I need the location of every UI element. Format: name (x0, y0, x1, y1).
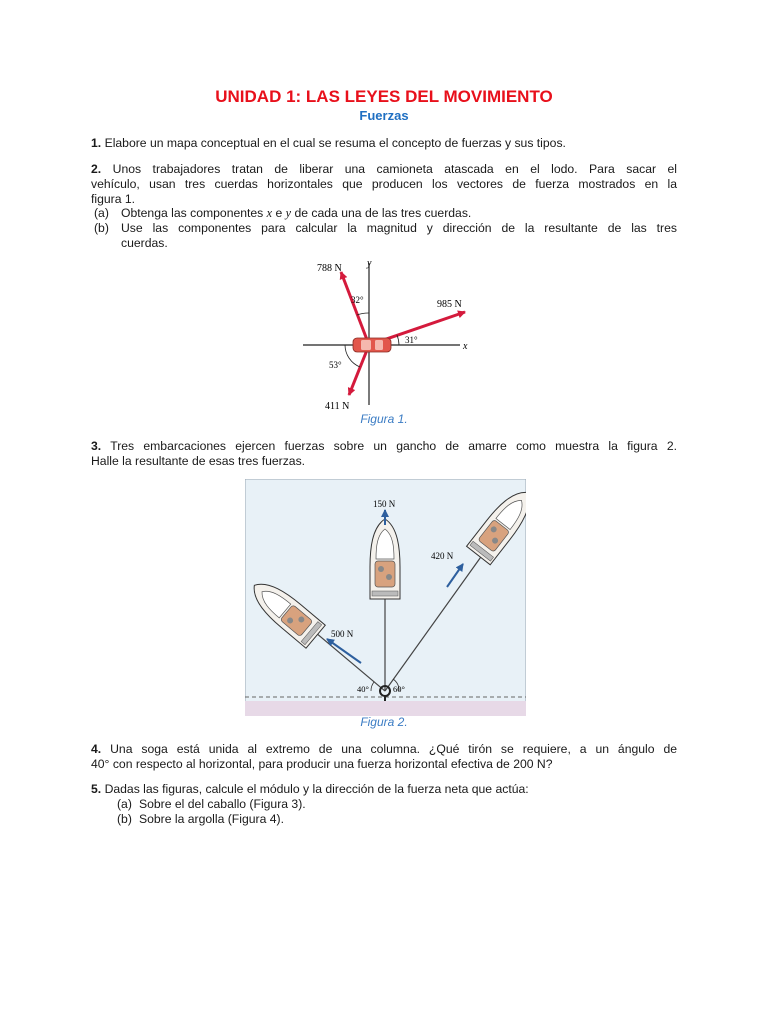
question-1-number: 1. (91, 136, 102, 150)
vector-788n (341, 272, 369, 345)
question-2-line-3: figura 1. (91, 192, 136, 206)
variable-y: y (285, 206, 292, 220)
question-2-b-line-1: Use las componentes para calcular la magnitud y dirección de la resultante de las tres (121, 221, 677, 235)
question-3-line-1-text: Tres embarcaciones ejercen fuerzas sobre un gancho de amarre como muestra la figura 2. (110, 439, 677, 453)
figure-1-caption: Figura 1. (360, 412, 408, 426)
question-3-line-1 (91, 439, 677, 454)
figure-1-diagram (295, 255, 480, 415)
question-5-text: Dadas las figuras, calcule el módulo y la dirección de la fuerza neta que actúa: (104, 782, 529, 796)
question-2 (91, 162, 677, 207)
question-2-b-label: (b) (94, 221, 109, 235)
question-4-line-1-text: Una soga está unida al extremo de una columna. ¿Qué tirón se requiere, a un ángulo de (110, 742, 678, 756)
question-5-a-text: Sobre el del caballo (Figura 3). (139, 797, 306, 811)
question-2-line-1-text: Unos trabajadores tratan de liberar una camioneta atascada en el lodo. Para sacar el (112, 162, 677, 176)
question-5-b-text: Sobre la argolla (Figura 4). (139, 812, 284, 826)
label-angle-32: 32° (351, 295, 364, 305)
y-axis-label: y (367, 258, 372, 269)
label-420n: 420 N (431, 551, 454, 561)
figure-2-diagram (245, 479, 526, 716)
label-angle-53: 53° (329, 360, 342, 370)
dock-strip (245, 701, 526, 716)
question-2-a-text (121, 206, 677, 221)
question-3 (91, 439, 677, 469)
question-2-line-1 (91, 162, 677, 177)
question-1 (91, 136, 677, 151)
label-angle-31: 31° (405, 335, 418, 345)
question-5-number: 5. (91, 782, 102, 796)
label-788n: 788 N (317, 263, 342, 274)
label-500n: 500 N (331, 629, 354, 639)
label-150n: 150 N (373, 499, 396, 509)
question-4-line-1 (91, 742, 677, 757)
question-4-number: 4. (91, 742, 102, 756)
question-2-a-text-2: e (275, 206, 283, 220)
vector-411n (349, 345, 369, 395)
question-2-a-text-1: Obtenga las componentes (121, 206, 264, 220)
angle-arc-32 (357, 313, 369, 315)
question-2-b-line-2: cuerdas. (121, 236, 168, 250)
car-icon (353, 338, 391, 352)
question-2-a-text-3: de cada una de las tres cuerdas. (294, 206, 472, 220)
label-angle-60: 60° (393, 684, 405, 694)
question-5-b-label: (b) (117, 812, 132, 826)
page-subtitle: Fuerzas (359, 108, 409, 123)
question-4 (91, 742, 677, 772)
label-985n: 985 N (437, 299, 462, 310)
question-5-a-label: (a) (117, 797, 132, 811)
question-2-line-2: vehículo, usan tres cuerdas horizontales que producen los vectores de fuerza mostrados en la (91, 177, 677, 191)
page-title: UNIDAD 1: LAS LEYES DEL MOVIMIENTO (215, 87, 553, 106)
question-3-line-2: Halle la resultante de esas tres fuerzas. (91, 454, 306, 468)
label-411n: 411 N (325, 401, 350, 412)
figure-2-caption: Figura 2. (360, 715, 408, 729)
label-angle-40: 40° (357, 684, 369, 694)
question-1-text: Elabore un mapa conceptual en el cual se resuma el concepto de fuerzas y sus tipos. (104, 136, 566, 150)
question-5 (91, 782, 677, 797)
x-axis-label: x (463, 341, 468, 352)
question-2-a-label: (a) (94, 206, 109, 220)
variable-x: x (266, 206, 273, 220)
question-2-b-text (121, 221, 677, 251)
question-2-number: 2. (91, 162, 102, 176)
question-4-line-2: 40° con respecto al horizontal, para producir una fuerza horizontal efectiva de 200 N? (91, 757, 553, 771)
question-3-number: 3. (91, 439, 102, 453)
